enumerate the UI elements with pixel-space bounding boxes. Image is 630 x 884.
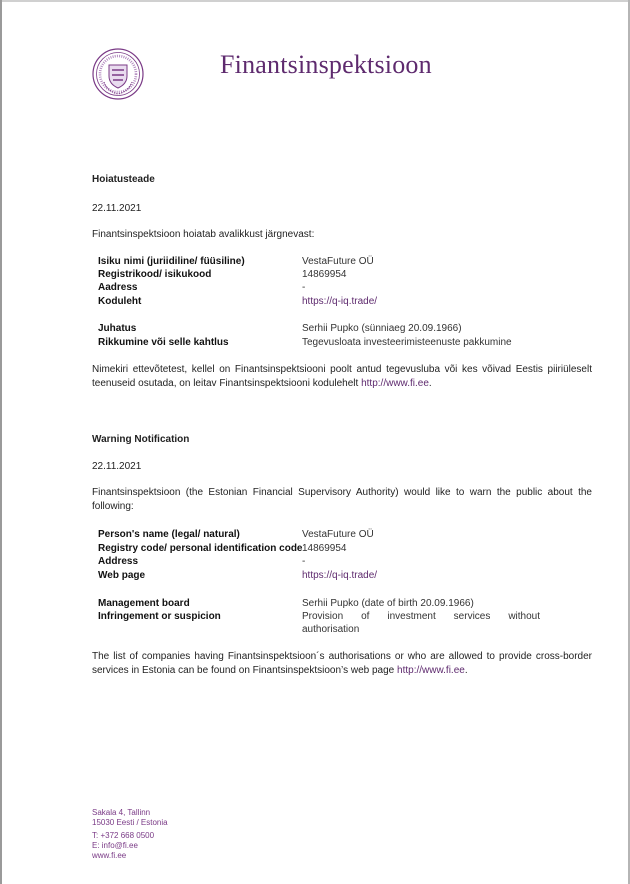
label-board-et: Juhatus — [98, 323, 137, 334]
footer-phone: T: +372 668 0500 — [92, 831, 155, 840]
page-border-top — [0, 0, 630, 2]
value-board-en: Serhii Pupko (date of birth 20.09.1966) — [302, 598, 474, 609]
value-board-et: Serhii Pupko (sünniaeg 20.09.1966) — [302, 323, 462, 334]
label-address-et: Aadress — [98, 282, 138, 293]
coat-of-arms-seal-icon — [92, 48, 144, 100]
label-website-et: Koduleht — [98, 296, 142, 307]
date-et: 22.11.2021 — [92, 203, 142, 214]
label-regcode-en: Registry code/ personal identification code — [98, 543, 303, 554]
footer-email[interactable]: E: info@fi.ee — [92, 841, 138, 850]
page-border-left — [0, 0, 2, 884]
label-name-en: Person's name (legal/ natural) — [98, 529, 240, 540]
value-name-en: VestaFuture OÜ — [302, 529, 374, 540]
value-address-et: - — [302, 282, 306, 293]
closing-text-et: Nimekiri ettevõtetest, kellel on Finantsinspektsiooni poolt antud tegevusluba või kes võivad Eestis piiriüleselt teenuseid osutada, on leitav Finantsinspektsiooni kodulehelt — [92, 364, 592, 389]
footer-address-line2: 15030 Eesti / Estonia — [92, 818, 168, 827]
date-en: 22.11.2021 — [92, 461, 142, 472]
label-infringement-et: Rikkumine või selle kahtlus — [98, 337, 229, 348]
label-website-en: Web page — [98, 570, 146, 581]
label-board-en: Management board — [98, 598, 190, 609]
footer-address-line1: Sakala 4, Tallinn — [92, 808, 151, 817]
value-infringement-et: Tegevusloata investeerimisteenuste pakkumine — [302, 337, 512, 348]
section-title-et: Hoiatusteade — [92, 174, 155, 185]
value-infringement-en: Provision of investment services without authorisation — [302, 611, 540, 635]
value-regcode-et: 14869954 — [302, 269, 347, 280]
footer-website[interactable]: www.fi.ee — [92, 851, 127, 860]
section-title-en: Warning Notification — [92, 434, 190, 445]
label-infringement-en: Infringement or suspicion — [98, 611, 221, 622]
link-fi-ee-en[interactable]: http://www.fi.ee — [397, 665, 465, 676]
intro-et: Finantsinspektsioon hoiatab avalikkust järgnevast: — [92, 229, 315, 240]
link-website-et[interactable]: https://q-iq.trade/ — [302, 296, 378, 307]
closing-end-et: . — [428, 378, 432, 389]
brand-wordmark: Finantsinspektsioon — [220, 50, 432, 79]
closing-end-en: . — [464, 665, 468, 676]
label-regcode-et: Registrikood/ isikukood — [98, 269, 212, 280]
link-website-en[interactable]: https://q-iq.trade/ — [302, 570, 378, 581]
closing-paragraph-en — [92, 650, 592, 678]
closing-text-en: The list of companies having Finantsinspektsioon´s authorisations or who are allowed to provide cross-border services in Estonia can be found on Finantsinspektsioon’s web page — [92, 651, 592, 676]
value-regcode-en: 14869954 — [302, 543, 347, 554]
label-address-en: Address — [98, 556, 139, 567]
closing-paragraph-et — [92, 363, 592, 391]
label-name-et: Isiku nimi (juriidiline/ füüsiline) — [98, 256, 245, 267]
value-name-et: VestaFuture OÜ — [302, 256, 374, 267]
link-fi-ee-et[interactable]: http://www.fi.ee — [361, 378, 429, 389]
intro-en: Finantsinspektsioon (the Estonian Financial Supervisory Authority) would like to warn the public about the following: — [92, 487, 592, 512]
value-address-en: - — [302, 556, 306, 567]
